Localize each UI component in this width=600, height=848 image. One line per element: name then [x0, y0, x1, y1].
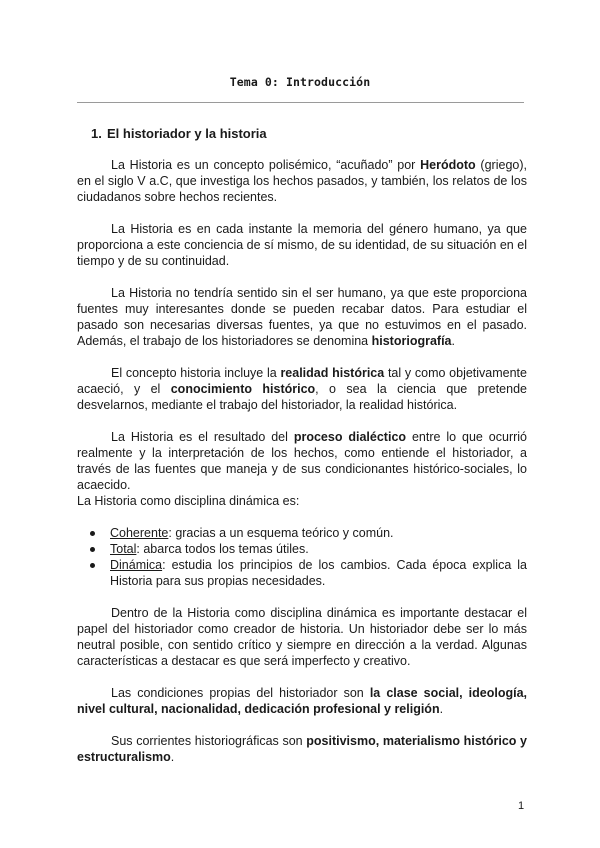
- bullet-icon: [90, 531, 95, 536]
- bullet-term: Total: [110, 542, 137, 556]
- paragraph-concepto: [77, 365, 527, 413]
- paragraph-historiador: Dentro de la Historia como disciplina dinámica es importante destacar el papel del historiador como creador de historia. Un historiador debe ser lo más neutral posible, con sentido crítico y siempre en dirección a la verdad. Algunas características a destacar es que será imperfecto y creativo.: [77, 606, 527, 668]
- header-divider: [77, 102, 524, 103]
- section-number: 1.: [91, 126, 102, 141]
- text-run: Sus corrientes historiográficas son: [111, 734, 307, 748]
- paragraph-disciplina: La Historia como disciplina dinámica es:: [77, 494, 300, 508]
- paragraph-condiciones: [77, 685, 527, 717]
- bullet-text: : abarca todos los temas útiles.: [136, 542, 309, 556]
- bullet-text: : estudia los principios de los cambios. Cada época explica la Historia para sus propias necesidades.: [110, 558, 527, 588]
- text-run: La Historia no tendría sentido sin el ser humano, ya que este proporciona fuentes muy interesantes donde se pueden recabar datos. Para estudiar el pasado son necesarias diversas fuentes, ya que no estuvimos en el pasado. Además, el trabajo de los historiadores se denomina: [77, 286, 527, 348]
- bullet-term: Coherente: [110, 526, 169, 540]
- text-run: La Historia es el resultado del: [111, 430, 294, 444]
- paragraph-herodoto: [77, 157, 527, 205]
- text-run: .: [170, 750, 175, 764]
- bullet-list: [77, 525, 527, 589]
- bold-term: proceso dialéctico: [293, 430, 407, 444]
- text-run: El concepto historia incluye la: [111, 366, 281, 380]
- list-item: [77, 541, 527, 557]
- paragraph-corrientes: [77, 733, 527, 765]
- document-title: Tema 0: Introducción: [229, 75, 371, 89]
- list-item: [77, 525, 527, 541]
- text-run: .: [439, 702, 444, 716]
- bold-term: realidad histórica: [280, 366, 385, 380]
- bullet-icon: [90, 547, 95, 552]
- paragraph-memoria: La Historia es en cada instante la memoria del género humano, ya que proporciona a este conciencia de sí mismo, de su identidad, de su situación en el tiempo y de su continuidad.: [77, 222, 527, 268]
- page-number: 1: [518, 800, 525, 812]
- bold-term: Heródoto: [420, 158, 476, 172]
- section-title: El historiador y la historia: [107, 126, 267, 141]
- bold-term: conocimiento histórico: [170, 382, 316, 396]
- text-run: .: [451, 334, 455, 348]
- text-run: Las condiciones propias del historiador son: [111, 686, 370, 700]
- text-run: tal y como objetivamente acaeció, y el: [77, 366, 527, 396]
- paragraph-dialectico: [77, 429, 527, 493]
- list-item: [77, 557, 527, 589]
- paragraph-fuentes: [77, 285, 527, 349]
- text-run: La Historia es un concepto polisémico, “acuñado” por: [111, 158, 421, 172]
- bold-term: la clase social, ideología, nivel cultural, nacionalidad, dedicación profesional y religión: [77, 686, 528, 716]
- bold-term: historiografía: [371, 334, 452, 348]
- text-run: entre lo que ocurrió realmente y la interpretación de los hechos, como entiende el historiador, a través de las fuentes que maneja y de sus condicionantes histórico-sociales, lo acaecido.: [77, 430, 528, 492]
- text-run: , o sea la ciencia que pretende desvelarnos, mediante el trabajo del historiador, la realidad histórica.: [77, 382, 527, 412]
- section-heading: [91, 126, 267, 142]
- bold-term: positivismo, materialismo histórico y estructuralismo: [77, 734, 528, 764]
- bullet-term: Dinámica: [110, 558, 163, 572]
- bullet-text: : gracias a un esquema teórico y común.: [168, 526, 394, 540]
- text-run: (griego), en el siglo V a.C, que investiga los hechos pasados, y también, los relatos de los ciudadanos sobre hechos recientes.: [77, 158, 527, 204]
- bullet-icon: [90, 563, 95, 568]
